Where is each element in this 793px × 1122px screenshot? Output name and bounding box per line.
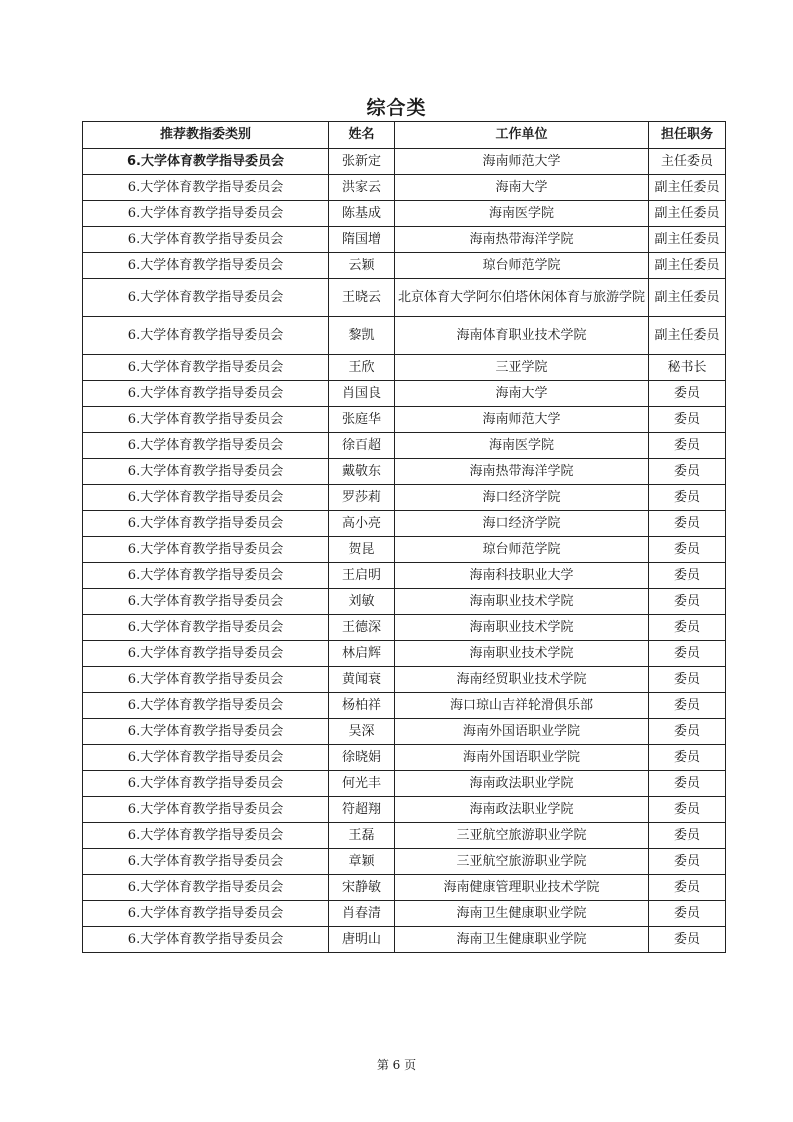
cell-name: 戴敬东 xyxy=(329,459,395,485)
table-row xyxy=(83,459,726,485)
table-row xyxy=(83,641,726,667)
cell-role: 委员 xyxy=(649,823,726,849)
cell-role: 委员 xyxy=(649,719,726,745)
cell-category: 6.大学体育教学指导委员会 xyxy=(83,615,329,641)
cell-org: 海南大学 xyxy=(395,381,649,407)
table-row xyxy=(83,485,726,511)
cell-role: 副主任委员 xyxy=(649,253,726,279)
cell-category: 6.大学体育教学指导委员会 xyxy=(83,797,329,823)
page-title: 综合类 xyxy=(366,97,427,119)
cell-role: 委员 xyxy=(649,407,726,433)
cell-role: 委员 xyxy=(649,745,726,771)
table-row xyxy=(83,537,726,563)
cell-role: 副主任委员 xyxy=(649,317,726,355)
cell-name: 徐晓娟 xyxy=(329,745,395,771)
header-org: 工作单位 xyxy=(395,122,649,149)
cell-role: 委员 xyxy=(649,901,726,927)
cell-role: 副主任委员 xyxy=(649,227,726,253)
cell-category: 6.大学体育教学指导委员会 xyxy=(83,641,329,667)
cell-org: 海南外国语职业学院 xyxy=(395,745,649,771)
table-row xyxy=(83,253,726,279)
cell-name: 张庭华 xyxy=(329,407,395,433)
cell-role: 委员 xyxy=(649,563,726,589)
table-row xyxy=(83,745,726,771)
cell-role: 委员 xyxy=(649,615,726,641)
cell-name: 陈基成 xyxy=(329,201,395,227)
cell-org: 海口经济学院 xyxy=(395,511,649,537)
cell-category: 6.大学体育教学指导委员会 xyxy=(83,227,329,253)
cell-category: 6.大学体育教学指导委员会 xyxy=(83,823,329,849)
cell-category: 6.大学体育教学指导委员会 xyxy=(83,745,329,771)
cell-name: 黎凯 xyxy=(329,317,395,355)
cell-category: 6.大学体育教学指导委员会 xyxy=(83,279,329,317)
table-header-row xyxy=(83,122,726,149)
cell-name: 王德深 xyxy=(329,615,395,641)
cell-org: 海南政法职业学院 xyxy=(395,797,649,823)
header-category: 推荐教指委类别 xyxy=(83,122,329,149)
cell-category: 6.大学体育教学指导委员会 xyxy=(83,719,329,745)
cell-org: 海南健康管理职业技术学院 xyxy=(395,875,649,901)
cell-role: 委员 xyxy=(649,641,726,667)
cell-name: 符超翔 xyxy=(329,797,395,823)
cell-name: 何光丰 xyxy=(329,771,395,797)
cell-role: 委员 xyxy=(649,433,726,459)
cell-role: 委员 xyxy=(649,927,726,953)
cell-category: 6.大学体育教学指导委员会 xyxy=(83,201,329,227)
header-role: 担任职务 xyxy=(649,122,726,149)
table-row xyxy=(83,511,726,537)
cell-category: 6.大学体育教学指导委员会 xyxy=(83,381,329,407)
table-row xyxy=(83,615,726,641)
cell-name: 张新定 xyxy=(329,149,395,175)
cell-org: 海南科技职业大学 xyxy=(395,563,649,589)
cell-org: 琼台师范学院 xyxy=(395,253,649,279)
cell-role: 秘书长 xyxy=(649,355,726,381)
cell-org: 海南师范大学 xyxy=(395,149,649,175)
cell-category: 6.大学体育教学指导委员会 xyxy=(83,771,329,797)
cell-name: 刘敏 xyxy=(329,589,395,615)
table-row xyxy=(83,563,726,589)
table-row xyxy=(83,201,726,227)
cell-name: 王欣 xyxy=(329,355,395,381)
table-row xyxy=(83,823,726,849)
table-row xyxy=(83,589,726,615)
cell-org: 海口琼山吉祥轮滑俱乐部 xyxy=(395,693,649,719)
cell-role: 委员 xyxy=(649,693,726,719)
cell-category: 6.大学体育教学指导委员会 xyxy=(83,355,329,381)
table-row xyxy=(83,175,726,201)
cell-category: 6.大学体育教学指导委员会 xyxy=(83,667,329,693)
cell-org: 海南职业技术学院 xyxy=(395,615,649,641)
cell-org: 海南热带海洋学院 xyxy=(395,459,649,485)
cell-category: 6.大学体育教学指导委员会 xyxy=(83,407,329,433)
table-row xyxy=(83,693,726,719)
cell-name: 贺昆 xyxy=(329,537,395,563)
cell-name: 林启辉 xyxy=(329,641,395,667)
table-row xyxy=(83,719,726,745)
cell-category: 6.大学体育教学指导委员会 xyxy=(83,849,329,875)
cell-category: 6.大学体育教学指导委员会 xyxy=(83,175,329,201)
cell-name: 章颖 xyxy=(329,849,395,875)
cell-role: 委员 xyxy=(649,537,726,563)
cell-category: 6.大学体育教学指导委员会 xyxy=(83,253,329,279)
cell-role: 主任委员 xyxy=(649,149,726,175)
table-row xyxy=(83,433,726,459)
cell-org: 海南卫生健康职业学院 xyxy=(395,901,649,927)
cell-name: 宋静敏 xyxy=(329,875,395,901)
cell-name: 王晓云 xyxy=(329,279,395,317)
cell-category: 6.大学体育教学指导委员会 xyxy=(83,693,329,719)
cell-name: 肖春清 xyxy=(329,901,395,927)
header-name: 姓名 xyxy=(329,122,395,149)
cell-org: 海南职业技术学院 xyxy=(395,589,649,615)
cell-name: 罗莎莉 xyxy=(329,485,395,511)
cell-org: 海南热带海洋学院 xyxy=(395,227,649,253)
cell-name: 徐百超 xyxy=(329,433,395,459)
cell-role: 副主任委员 xyxy=(649,175,726,201)
cell-role: 委员 xyxy=(649,381,726,407)
cell-category: 6.大学体育教学指导委员会 xyxy=(83,317,329,355)
cell-category: 6.大学体育教学指导委员会 xyxy=(83,901,329,927)
cell-category: 6.大学体育教学指导委员会 xyxy=(83,485,329,511)
cell-role: 副主任委员 xyxy=(649,201,726,227)
table-row xyxy=(83,667,726,693)
cell-name: 高小亮 xyxy=(329,511,395,537)
cell-org: 海南经贸职业技术学院 xyxy=(395,667,649,693)
cell-name: 唐明山 xyxy=(329,927,395,953)
cell-role: 委员 xyxy=(649,459,726,485)
committee-roster-table xyxy=(82,121,726,953)
table-row xyxy=(83,279,726,317)
cell-org: 北京体育大学阿尔伯塔休闲体育与旅游学院 xyxy=(395,279,649,317)
cell-org: 海南政法职业学院 xyxy=(395,771,649,797)
cell-org: 海南医学院 xyxy=(395,433,649,459)
cell-role: 副主任委员 xyxy=(649,279,726,317)
table-row xyxy=(83,771,726,797)
cell-org: 三亚学院 xyxy=(395,355,649,381)
table-row xyxy=(83,149,726,175)
table-row xyxy=(83,849,726,875)
table-row xyxy=(83,927,726,953)
table-row xyxy=(83,875,726,901)
cell-role: 委员 xyxy=(649,797,726,823)
cell-org: 海南卫生健康职业学院 xyxy=(395,927,649,953)
cell-name: 王启明 xyxy=(329,563,395,589)
cell-name: 洪家云 xyxy=(329,175,395,201)
cell-org: 海南体育职业技术学院 xyxy=(395,317,649,355)
cell-org: 海南师范大学 xyxy=(395,407,649,433)
cell-org: 海南职业技术学院 xyxy=(395,641,649,667)
table-row xyxy=(83,381,726,407)
cell-category: 6.大学体育教学指导委员会 xyxy=(83,589,329,615)
cell-name: 吴深 xyxy=(329,719,395,745)
cell-role: 委员 xyxy=(649,849,726,875)
cell-name: 隋国增 xyxy=(329,227,395,253)
cell-category: 6.大学体育教学指导委员会 xyxy=(83,537,329,563)
cell-role: 委员 xyxy=(649,589,726,615)
cell-org: 琼台师范学院 xyxy=(395,537,649,563)
table-row xyxy=(83,797,726,823)
cell-category: 6.大学体育教学指导委员会 xyxy=(83,927,329,953)
cell-category: 6.大学体育教学指导委员会 xyxy=(83,149,329,175)
cell-role: 委员 xyxy=(649,875,726,901)
cell-role: 委员 xyxy=(649,511,726,537)
cell-org: 三亚航空旅游职业学院 xyxy=(395,823,649,849)
cell-name: 肖国良 xyxy=(329,381,395,407)
table-row xyxy=(83,227,726,253)
cell-category: 6.大学体育教学指导委员会 xyxy=(83,459,329,485)
cell-org: 海南外国语职业学院 xyxy=(395,719,649,745)
cell-name: 王磊 xyxy=(329,823,395,849)
cell-name: 云颖 xyxy=(329,253,395,279)
cell-org: 海口经济学院 xyxy=(395,485,649,511)
cell-org: 海南大学 xyxy=(395,175,649,201)
cell-org: 海南医学院 xyxy=(395,201,649,227)
cell-category: 6.大学体育教学指导委员会 xyxy=(83,511,329,537)
table-row xyxy=(83,355,726,381)
cell-role: 委员 xyxy=(649,485,726,511)
cell-role: 委员 xyxy=(649,667,726,693)
table-row xyxy=(83,407,726,433)
cell-category: 6.大学体育教学指导委员会 xyxy=(83,563,329,589)
page-number: 第 6 页 xyxy=(376,1058,417,1072)
cell-role: 委员 xyxy=(649,771,726,797)
cell-name: 杨柏祥 xyxy=(329,693,395,719)
cell-category: 6.大学体育教学指导委员会 xyxy=(83,433,329,459)
table-row xyxy=(83,317,726,355)
table-row xyxy=(83,901,726,927)
cell-category: 6.大学体育教学指导委员会 xyxy=(83,875,329,901)
cell-org: 三亚航空旅游职业学院 xyxy=(395,849,649,875)
cell-name: 黄闻衰 xyxy=(329,667,395,693)
